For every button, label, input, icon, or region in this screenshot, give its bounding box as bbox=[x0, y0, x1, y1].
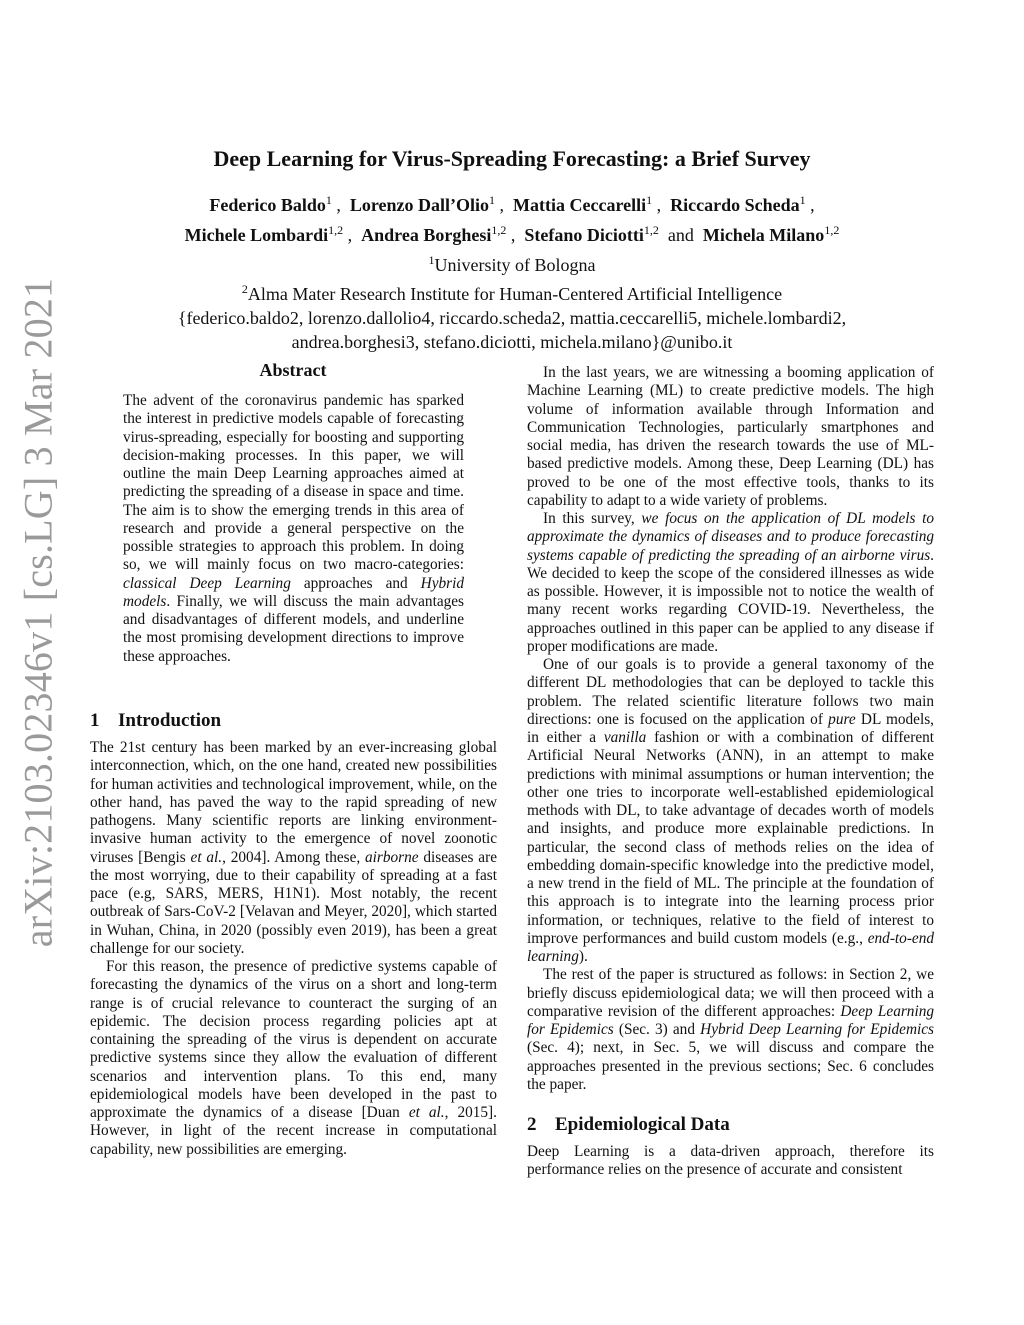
author-name: Mattia Ceccarelli bbox=[513, 195, 647, 215]
author-name: Lorenzo Dall’Olio bbox=[349, 195, 490, 215]
arxiv-sidebar-stamp bbox=[15, 277, 61, 947]
author-list bbox=[0, 188, 1024, 248]
section2-paragraph-1: Deep Learning is a data-driven approach, therefore its performance relies on the presence of accurate and consistent bbox=[527, 1143, 934, 1179]
right-paragraph-1: In the last years, we are witnessing a booming application of Machine Learning (ML) to create predictive models. The high volume of information available through Information and Communication Technologies, particularly smartphones and social media, has driven the research towards the use of ML-based predictive models. Among these, Deep Learning (DL) has proved to be one of the most effective tools, thanks to its capability to adapt to a wide variety of problems. bbox=[527, 364, 934, 509]
right-paragraph-4: The rest of the paper is structured as follows: in Section 2, we briefly discuss epidemiological data; we will then proceed with a comparative revision of the different approaches: Deep Learning for Epidemics (Sec. 3) and Hybrid Deep Learning for Epidemics (Sec. 4); next, in Sec. 5, we will discuss and compare the approaches presented in the previous sections; Sec. 6 concludes the paper. bbox=[527, 966, 934, 1093]
author-line-1: Federico Baldo$^1$ , Lorenzo Dall’Olio$^1$ , Mattia Ceccarelli$^1$ , Riccardo Scheda$^1$ , bbox=[209, 193, 815, 215]
email-list: {federico.baldo2, lorenzo.dallolio4, riccardo.scheda2, mattia.ceccarelli5, michele.lombardi2, andrea.borghesi3, stefano.diciotti, michela.milano}@unibo.it bbox=[177, 308, 847, 352]
right-paragraph-2: In this survey, we focus on the application of DL models to approximate the dynamics of diseases and to produce forecasting systems capable of predicting the spreading of an airborne virus. We decided to keep the scope of the considered illnesses as wide as possible. However, it is impossible not to notice the wealth of many recent works regarding COVID-19. Nevertheless, the approaches outlined in this paper can be applied to any disease if proper modifications are made. bbox=[527, 510, 934, 655]
affiliation-1: $^1$University of Bologna bbox=[428, 253, 596, 275]
author-name: Stefano Diciotti bbox=[524, 225, 644, 245]
section2-body bbox=[527, 1143, 934, 1180]
affiliation-2: $^2$Alma Mater Research Institute for Human-Centered Artificial Intelligence bbox=[241, 282, 783, 304]
abstract-heading: Abstract bbox=[259, 360, 327, 380]
left-column-body bbox=[90, 739, 497, 1159]
author-name: Michele Lombardi bbox=[184, 225, 329, 245]
author-name: Federico Baldo bbox=[209, 195, 326, 215]
section-heading-epidemiological-data: 2 Epidemiological Data bbox=[527, 1114, 730, 1135]
author-name: Andrea Borghesi bbox=[361, 225, 492, 245]
author-line-2: Michele Lombardi$^{1,2}$ , Andrea Borghesi$^{1,2}$ , Stefano Diciotti$^{1,2}$ and Michela Milano$^{1,2}$ bbox=[184, 223, 840, 245]
right-paragraph-3: One of our goals is to provide a general taxonomy of the different DL methodologies that can be deployed to tackle this problem. The related scientific literature follows two main directions: one is focused on the application of pure DL models, in either a vanilla fashion or with a combination of different Artificial Neural Networks (ANN), in an attempt to make predictions with minimal assumptions or human intervention; the other one tries to incorporate well-established epidemiological methods with DL, to take advantage of decades worth of models and insights, and produce more explainable predictions. In particular, the second class of methods relies on the idea of embedding domain-specific knowledge into the predictive model, a new trend in the field of ML. The principle at the foundation of this approach is to integrate into the learning process prior information, or techniques, relative to the field of interest to improve performances and build custom models (e.g., end-to-end learning). bbox=[527, 656, 935, 965]
intro-paragraph-1: The 21st century has been marked by an ever-increasing global interconnection, which, on the one hand, created new possibilities for human activities and technological improvement, while, on the other hand, has paved the way to the rapid spreading of new pathogens. Many scientific reports are linking environment-invasive human activity to the emergence of novel zoonotic viruses [Bengis et al., 2004]. Among these, airborne diseases are the most worrying, due to their capability of spreading at a fast pace (e.g, SARS, MERS, H1N1). Most notably, the recent outbreak of Sars-CoV-2 [Velavan and Meyer, 2020], which started in Wuhan, China, in 2020 (possibly even 2019), has been a great challenge for our society. bbox=[90, 739, 497, 957]
paper-title: Deep Learning for Virus-Spreading Forecasting: a Brief Survey bbox=[213, 146, 811, 171]
author-name: Michela Milano bbox=[702, 225, 825, 245]
arxiv-stamp-text: arXiv:2103.02346v1 [cs.LG] 3 Mar 2021 bbox=[15, 277, 61, 947]
section-heading-introduction: 1 Introduction bbox=[90, 710, 222, 731]
intro-paragraph-2: For this reason, the presence of predictive systems capable of forecasting the dynamics of the virus on a short and long-term range is of crucial relevance to counteract the surging of an epidemic. The decision process regarding policies apt at containing the spreading of the virus is dependent on accurate predictive systems since they allow the evaluation of different scenarios and intervention plans. To this end, many epidemiological models have been developed in the past to approximate the dynamics of a disease [Duan et al., 2015]. However, in light of the recent increase in computational capability, new possibilities are emerging. bbox=[90, 958, 497, 1158]
paper-header bbox=[0, 142, 1024, 354]
author-name: Riccardo Scheda bbox=[670, 195, 800, 215]
abstract-body: The advent of the coronavirus pandemic has sparked the interest in predictive models capable of forecasting virus-spreading, especially for boosting and supporting decision-making processes. In this paper, we will outline the main Deep Learning approaches aimed at predicting the spreading of a disease in space and time. The aim is to show the emerging trends in this area of research and provide a general perspective on the possible strategies to approach this problem. In doing so, we will mainly focus on two macro-categories: classical Deep Learning approaches and Hybrid models. Finally, we will discuss the main advantages and disadvantages of different models, and underline the most promising development directions to improve these approaches. bbox=[123, 392, 464, 665]
right-column-body bbox=[527, 364, 934, 1094]
